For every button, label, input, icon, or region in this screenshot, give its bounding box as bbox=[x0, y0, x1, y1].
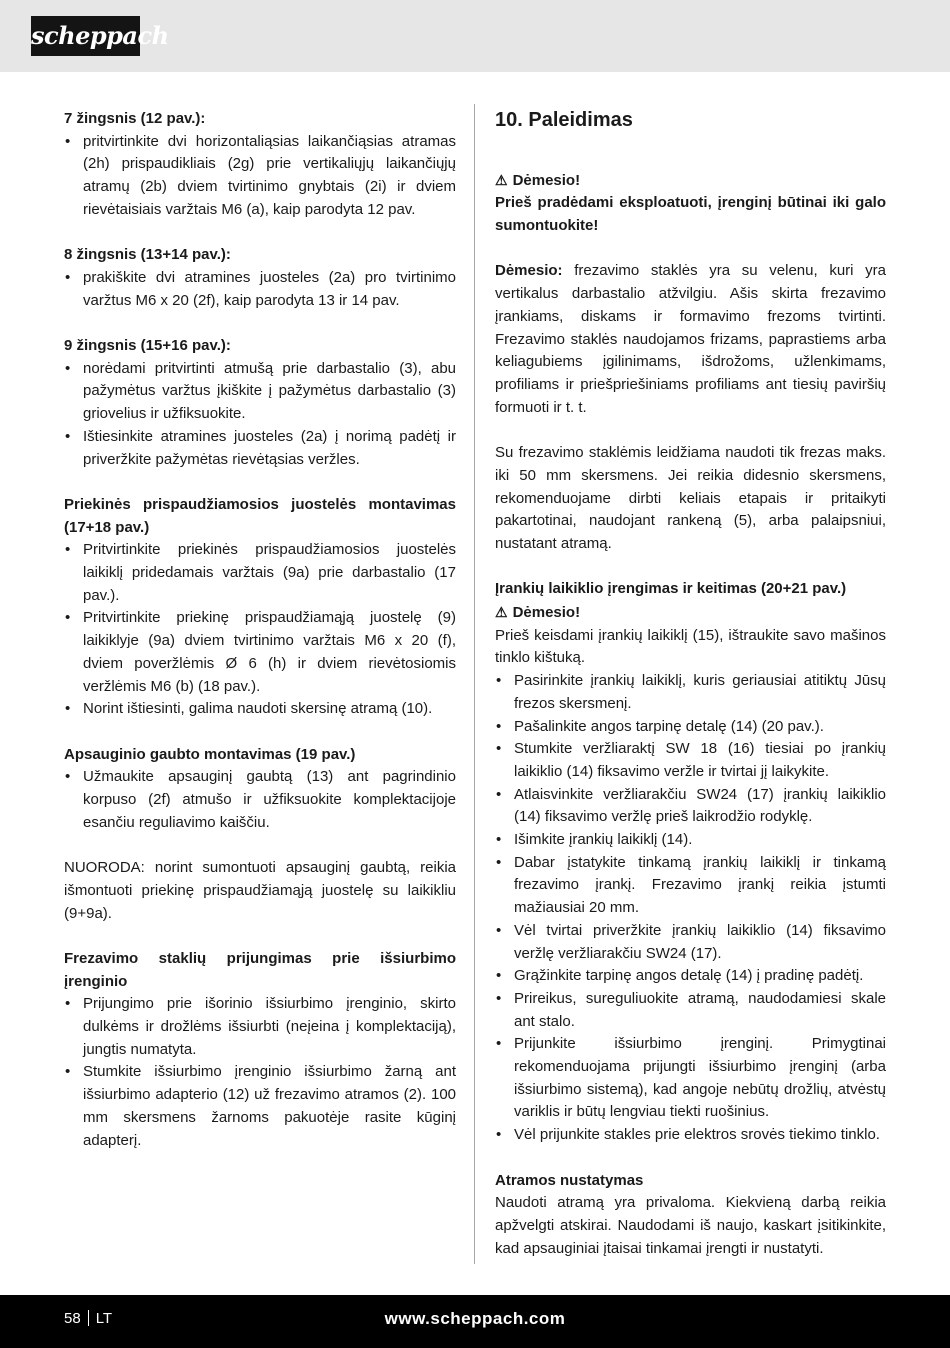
list-item: • Prijungimo prie išorinio išsiurbimo įrenginio, skirto dulkėms ir drožlėms išsiurbti (neįeina į komplektaciją), jungtis numatyta. bbox=[64, 993, 456, 1061]
list-item: • Grąžinkite tarpinę angos detalę (14) į pradinę padėtį. bbox=[495, 965, 886, 988]
step9-heading: 9 žingsnis (15+16 pav.): bbox=[64, 337, 231, 354]
list-item: • Atlaisvinkite veržliarakčiu SW24 (17) įrankių laikiklio (14) fiksavimo veržlę prieš laikrodžio rodyklę. bbox=[495, 784, 886, 829]
page-footer bbox=[0, 1295, 950, 1348]
holder-warning: ⚠ Dėmesio! bbox=[495, 601, 886, 625]
list-item: • Pašalinkite angos tarpinę detalę (14) (20 pav.). bbox=[495, 716, 886, 739]
list-item: • Išimkite įrankių laikiklį (14). bbox=[495, 829, 886, 852]
list-item: • Ištiesinkite atramines juosteles (2a) į norimą padėtį ir priveržkite pažymėtas rievėtąsias veržles. bbox=[64, 426, 456, 471]
step9-list bbox=[64, 358, 456, 472]
step8-list bbox=[64, 267, 456, 312]
scheppach-logo: scheppach bbox=[31, 16, 140, 56]
warning-heading: ⚠ Dėmesio! bbox=[495, 169, 886, 193]
stop-heading: Atramos nustatymas bbox=[495, 1171, 644, 1189]
front-strip-list bbox=[64, 539, 456, 721]
list-item: • Pritvirtinkite priekinę prispaudžiamąją juostelę (9) laikiklyje (9a) dviem tvirtinimo varžtais M6 x 20 (f), dviem poveržlėmis Ø 6 (h) ir dviem rievėtosiomis veržlėmis M6 (b) (18 pav.). bbox=[64, 607, 456, 698]
list-item: • Užmaukite apsauginį gaubtą (13) ant pagrindinio korpuso (2f) atmušo ir užfiksuokite komplektacijoje esančiu reguliavimo kaiščiu. bbox=[64, 766, 456, 834]
list-item: • Pasirinkite įrankių laikiklį, kuris geriausiai atitiktų Jūsų frezos skersmenį. bbox=[495, 670, 886, 715]
warning-triangle-icon: ⚠ bbox=[495, 171, 508, 188]
holder-intro: Prieš keisdami įrankių laikiklį (15), ištraukite savo mašinos tinklo kištuką. bbox=[495, 626, 886, 667]
list-item: • Norint ištiesinti, galima naudoti skersinę atramą (10). bbox=[64, 698, 456, 721]
page-number: 58 LT bbox=[64, 1310, 113, 1327]
language-code: LT bbox=[95, 1310, 113, 1327]
section-title: 10. Paleidimas bbox=[495, 109, 633, 131]
list-item: • Vėl tvirtai priveržkite įrankių laikiklio (14) fiksavimo veržlę veržliarakčiu SW24 (17). bbox=[495, 920, 886, 965]
guard-list bbox=[64, 766, 456, 834]
left-column bbox=[64, 108, 456, 1152]
attention-label: Dėmesio: bbox=[495, 262, 563, 280]
holder-heading: Įrankių laikiklio įrengimas ir keitimas (20+21 pav.) bbox=[495, 580, 847, 598]
list-item: • Pritvirtinkite priekinės prispaudžiamosios juostelės laikiklį pridedamais varžtais (9a) prie darbastalio (17 pav.). bbox=[64, 539, 456, 607]
stop-paragraph: Naudoti atramą yra privaloma. Kiekvieną darbą reikia apžvelgti atskirai. Naudodami iš naujo, kaskart įsitikinkite, kad apsauginiai įtaisai tinkamai įrengti ir nustatyti. bbox=[495, 1194, 886, 1257]
column-divider bbox=[474, 104, 475, 1264]
holder-list bbox=[495, 670, 886, 1147]
warning-text: Prieš pradėdami eksploatuoti, įrenginį būtinai iki galo sumontuokite! bbox=[495, 194, 886, 235]
list-item: • Prijunkite išsiurbimo įrenginį. Primygtinai rekomenduojama prijungti išsiurbimo įrenginį (arba išsiurbimo sistemą), kad angoje nebūtų drožlių, atvėstų variklis ir būtų lengviau tiekti ruošinius. bbox=[495, 1033, 886, 1124]
list-item: • Prireikus, sureguliuokite atramą, naudodamiesi skale ant stalo. bbox=[495, 988, 886, 1033]
guard-heading: Apsauginio gaubto montavimas (19 pav.) bbox=[64, 745, 356, 763]
cutter-size-paragraph: Su frezavimo staklėmis leidžiama naudoti tik frezas maks. iki 50 mm skersmens. Jei reikia didesnio skersmens, rekomenduojame dirbti keliais etapais ir pritaikyti pakartotinai, naudojant rankeną (5), arba palaipsniui, nustatant atramą. bbox=[495, 444, 886, 552]
step7-heading: 7 žingsnis (12 pav.): bbox=[64, 110, 206, 127]
right-column bbox=[495, 108, 886, 1260]
extraction-heading: Frezavimo staklių prijungimas prie išsiurbimo įrenginio bbox=[64, 949, 456, 990]
warning-triangle-icon: ⚠ bbox=[495, 604, 508, 620]
website-url: www.scheppach.com bbox=[384, 1309, 566, 1328]
step7-list bbox=[64, 131, 456, 222]
step8-heading: 8 žingsnis (13+14 pav.): bbox=[64, 246, 231, 264]
front-strip-heading: Priekinės prispaudžiamosios juostelės montavimas (17+18 pav.) bbox=[64, 495, 456, 536]
list-item: • Dabar įstatykite tinkamą įrankių laikiklį ir tinkamą frezavimo įrankį. Frezavimo įrankį reikia įstumti mažiausiai 20 mm. bbox=[495, 852, 886, 920]
list-item: • prakiškite dvi atramines juosteles (2a) pro tvirtinimo varžtus M6 x 20 (2f), kaip parodyta 13 ir 14 pav. bbox=[64, 267, 456, 312]
list-item: • norėdami pritvirtinti atmušą prie darbastalio (3), abu pažymėtus varžtus įkiškite į pažymėtus darbastalio (3) griovelius ir užfiksuokite. bbox=[64, 358, 456, 426]
note-paragraph: NUORODA: norint sumontuoti apsauginį gaubtą, reikia išmontuoti priekinę prispaudžiamąją juostelę su laikikliu (9+9a). bbox=[64, 859, 456, 922]
extraction-list bbox=[64, 993, 456, 1152]
page-header bbox=[0, 0, 950, 72]
list-item: • Stumkite veržliaraktį SW 18 (16) tiesiai po įrankių laikiklio (14) fiksavimo veržle ir tvirtai jį laikykite. bbox=[495, 738, 886, 783]
list-item: • Stumkite išsiurbimo įrenginio išsiurbimo žarną ant išsiurbimo adapterio (12) už frezavimo atramos (2). 100 mm skersmens žarnoms pakuotėje rasite kūginį adapterį. bbox=[64, 1061, 456, 1152]
list-item: • pritvirtinkite dvi horizontaliąsias laikančiąsias atramas (2h) prispaudikliais (2g) prie vertikaliųjų laikančiųjų atramų (2b) dviem tvirtinimo gnybtais (2i) ir dviem rievėtaisiais varžtais M6 (a), kaip parodyta 12 pav. bbox=[64, 131, 456, 222]
attention-paragraph: Dėmesio: frezavimo staklės yra su velenu, kuri yra vertikalus darbastalio atžvilgiu. Ašis skirta frezavimo įrankiams, diskams ir formavimo frezoms tvirtinti. Frezavimo staklės naudojamos frizams, paprastiems arba keliagubiems įgilinimams, išdrožoms, užlenkimams, profiliams ir priešpriešiniams profiliams ant tiesių paviršių formuoti ir t. t. bbox=[495, 262, 886, 416]
list-item: • Vėl prijunkite stakles prie elektros srovės tiekimo tinklo. bbox=[495, 1124, 886, 1147]
